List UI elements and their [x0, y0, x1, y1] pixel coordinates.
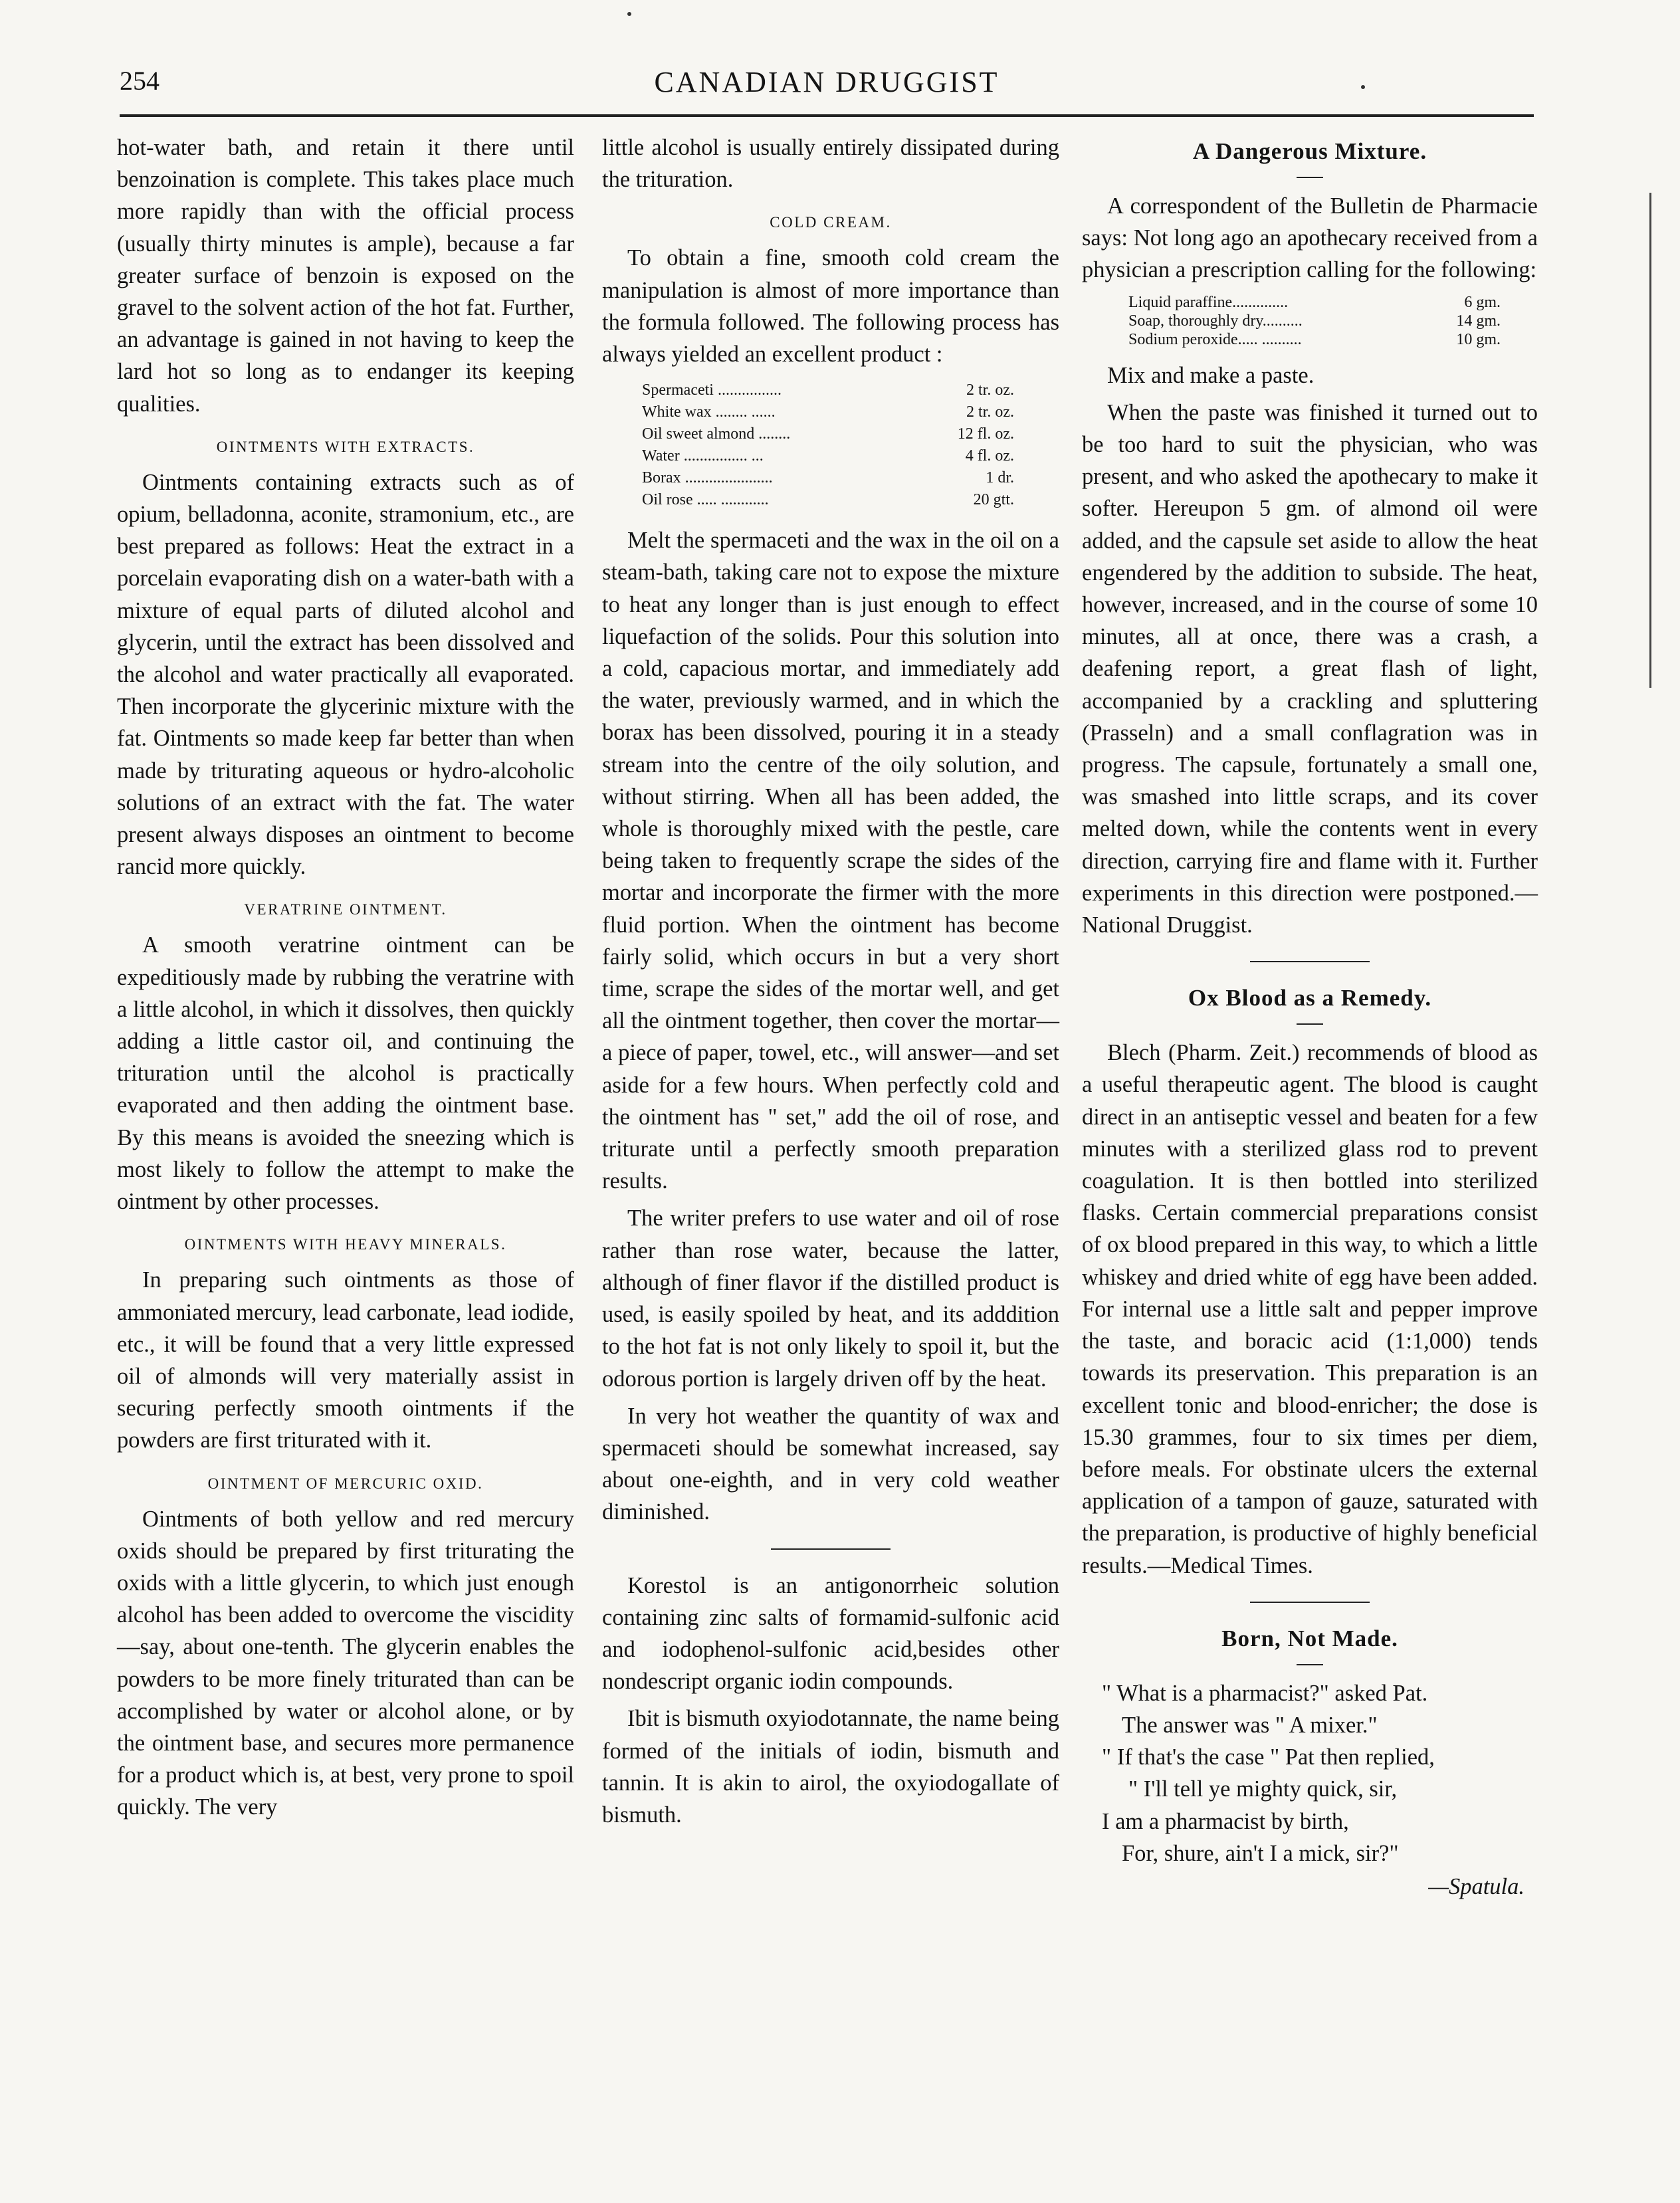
scan-speck [1361, 85, 1365, 89]
journal-title: CANADIAN DRUGGIST [654, 66, 999, 98]
section-separator [1250, 961, 1370, 962]
poem-line: " What is a pharmacist?" asked Pat. [1102, 1680, 1428, 1706]
title-dash [1297, 1023, 1323, 1025]
formula-row: Soap, thoroughly dry.......... 14 gm. [1128, 312, 1501, 330]
formula-row: Borax ...................... 1 dr. [642, 469, 1014, 487]
poem-line: " If that's the case " Pat then replied, [1102, 1744, 1435, 1770]
subheading-veratrine: VERATRINE OINTMENT. [244, 901, 447, 918]
page-number: 254 [120, 66, 159, 96]
subheading-cold-cream: COLD CREAM. [770, 214, 892, 231]
subheading-heavy-minerals: OINTMENTS WITH HEAVY MINERALS. [184, 1236, 507, 1253]
formula-row: Liquid paraffine.............. 6 gm. [1128, 293, 1501, 311]
column-3 [1082, 132, 1538, 1903]
paragraph-writer: The writer prefers to use water and oil of rose rather than rose water, because the latter, although of finer flavor if the distilled product is used, is easily spoiled by heat, and its adddition to the hot fat is not only likely to spoil it, but the odorous portion is largely driven off by the heat. [602, 1206, 1059, 1392]
paragraph-korestol: Korestol is an antigonorrheic solution containing zinc salts of formamid-sulfonic acid and iodophenol-sulfonic acid,besides other nondescript organic iodin compounds. [602, 1572, 1059, 1695]
section-separator [1250, 1602, 1370, 1603]
paragraph-ibit: Ibit is bismuth oxyiodotannate, the name being formed of the initials of iodin, bismuth and tannin. It is akin to airol, the oxyiodogallate of bismuth. [602, 1706, 1059, 1828]
formula-row: Spermaceti ................ 2 tr. oz. [642, 381, 1014, 399]
title-ox-blood: Ox Blood as a Remedy. [1188, 985, 1432, 1011]
poem-line: " I'll tell ye mighty quick, sir, [1128, 1776, 1398, 1802]
subheading-mercuric-oxid: OINTMENT OF MERCURIC OXID. [207, 1475, 484, 1492]
paragraph-blech: Blech (Pharm. Zeit.) recommends of blood as a useful therapeutic agent. The blood is caught direct in an antiseptic vessel and beaten for a few minutes with a sterilized glass rod to prevent coagulation. It is then bottled into sterilized flasks. Certain commercial preparations consist of ox blood prepared in this way, to which a little whiskey and dried white of egg have been added. For internal use a little salt and pepper improve the taste, and boracic acid (1:1,000) tends towards its preservation. This preparation is an excellent tonic and blood-enricher; the dose is 15.30 grammes, four to six times per diem, before meals. For obstinate ulcers the external application of a tampon of gauze, saturated with the preparation, is productive of highly beneficial results.—Medical Times. [1082, 1040, 1538, 1578]
cold-cream-formula [642, 379, 1059, 511]
poem-line: I am a pharmacist by birth, [1102, 1808, 1349, 1834]
poem-line: The answer was " A mixer." [1122, 1712, 1378, 1738]
paragraph-mix: Mix and make a paste. [1107, 362, 1314, 388]
paragraph-heavy-minerals: In preparing such ointments as those of ammoniated mercury, lead carbonate, lead iodide, etc., it will be found that a very little expressed oil of almonds will very materially assist in securing perfectly smooth ointments if the powders are first triturated with it. [117, 1267, 574, 1453]
formula-row: Sodium peroxide..... .......... 10 gm. [1128, 330, 1501, 348]
formula-row: Water ................ ... 4 fl. oz. [642, 447, 1014, 465]
scan-speck [627, 12, 631, 16]
paragraph-veratrine: A smooth veratrine ointment can be expeditiously made by rubbing the veratrine with a little alcohol, in which it dissolves, then quickly adding a little castor oil, and continuing the trituration until the alcohol is practically evaporated and then adding the ointment base. By this means is avoided the sneezing which is most likely to follow the attempt to make the ointment by other processes. [117, 932, 574, 1215]
formula-row: Oil sweet almond ........ 12 fl. oz. [642, 425, 1014, 443]
margin-bar [1649, 193, 1651, 688]
paragraph-continued: hot-water bath, and retain it there until benzoination is complete. This takes place much more rapidly than with the official process (usually thirty minutes is ample), because a far greater surface of benzoin is exposed on the gravel to the solvent action of the hot fat. Further, an advantage is gained in not having to keep the lard hot so long as to endanger its keeping qualities. [117, 135, 574, 417]
page-header [120, 61, 1534, 114]
formula-row: White wax ........ ...... 2 tr. oz. [642, 403, 1014, 421]
poem [1082, 1677, 1538, 1869]
poem-line: For, shure, ain't I a mick, sir?" [1122, 1840, 1399, 1866]
subheading-extracts: OINTMENTS WITH EXTRACTS. [216, 438, 475, 455]
paragraph-melt: Melt the spermaceti and the wax in the oil on a steam-bath, taking care not to expose the mixture to heat any longer than is just enough to effect liquefaction of the solids. Pour this solution into a cold, capacious mortar, and immediately add the water, previously warmed, and in which the borax has been dissolved, pouring it in a steady stream into the centre of the oily solution, and without stirring. When all has been added, the whole is thoroughly mixed with the pestle, care being taken to frequently scrape the sides of the mortar and incorporate the firmer with the more fluid portion. When the ointment has become fairly solid, which occurs in but a very short time, scrape the sides of the mortar well, and get all the ointment together, then cover the mortar—a piece of paper, towel, etc., will answer—and set aside for a few hours. When perfectly cold and the ointment has " set," add the oil of rose, and triturate until a perfectly smooth preparation results. [602, 528, 1059, 1194]
header-rule [120, 114, 1534, 117]
title-dash [1297, 177, 1323, 178]
paragraph-continued: little alcohol is usually entirely dissipated during the trituration. [602, 135, 1059, 193]
prescription-formula [1128, 293, 1538, 349]
paragraph-extracts: Ointments containing extracts such as of opium, belladonna, aconite, stramonium, etc., are best prepared as follows: Heat the extract in a porcelain evaporating dish on a water-bath with a mixture of equal parts of diluted alcohol and glycerin, until the extract has been dissolved and the alcohol and water practically all evaporated. Then incorporate the glycerinic mixture with the fat. Ointments so made keep far better than when made by triturating aqueous or hydro-alcoholic solutions of an extract with the fat. The water present always disposes an ointment to become rancid more quickly. [117, 469, 574, 880]
paragraph-mercuric-oxid: Ointments of both yellow and red mercury oxids should be prepared by first triturating the oxids with a little glycerin, to which just enough alcohol has been added to overcome the viscidity—say, about one-tenth. The glycerin enables the powders to be more finely triturated than can be accomplished by water or alcohol alone, or by the ointment base, and secures more permanence for a product which is, at best, very prone to spoil quickly. The very [117, 1506, 574, 1820]
title-born-not-made: Born, Not Made. [1221, 1625, 1398, 1651]
column-2 [602, 132, 1059, 1831]
section-separator [771, 1548, 891, 1550]
column-1 [117, 132, 574, 1824]
poem-attribution: —Spatula. [1428, 1873, 1524, 1899]
paragraph-cold-cream-intro: To obtain a fine, smooth cold cream the manipulation is almost of more importance than the formula followed. The following process has always yielded an excellent product : [602, 245, 1059, 367]
title-dash [1297, 1664, 1323, 1665]
paragraph-hot-weather: In very hot weather the quantity of wax and spermaceti should be somewhat increased, say about one-eighth, and in very cold weather diminished. [602, 1403, 1059, 1525]
formula-row: Oil rose ..... ............ 20 gtt. [642, 491, 1014, 509]
title-dangerous-mixture: A Dangerous Mixture. [1192, 138, 1427, 164]
paragraph-correspondent: A correspondent of the Bulletin de Pharmacie says: Not long ago an apothecary received from a physician a prescription calling for the following: [1082, 193, 1538, 283]
paragraph-paste-finished: When the paste was finished it turned out to be too hard to suit the physician, who was present, and who asked the apothecary to make it softer. Hereupon 5 gm. of almond oil were added, and the capsule set aside to allow the heat engendered by the addition to subside. The heat, however, increased, and in the course of some 10 minutes, all at once, there was a crash, a deafening report, a great flash of light, accompanied by a crackling and spluttering (Prasseln) and a small conflagration was in progress. The capsule, fortunately a small one, was smashed into little scraps, and its cover melted down, while the contents went in every direction, carrying fire and flame with it. Further experiments in this direction were postponed.—National Druggist. [1082, 399, 1538, 938]
